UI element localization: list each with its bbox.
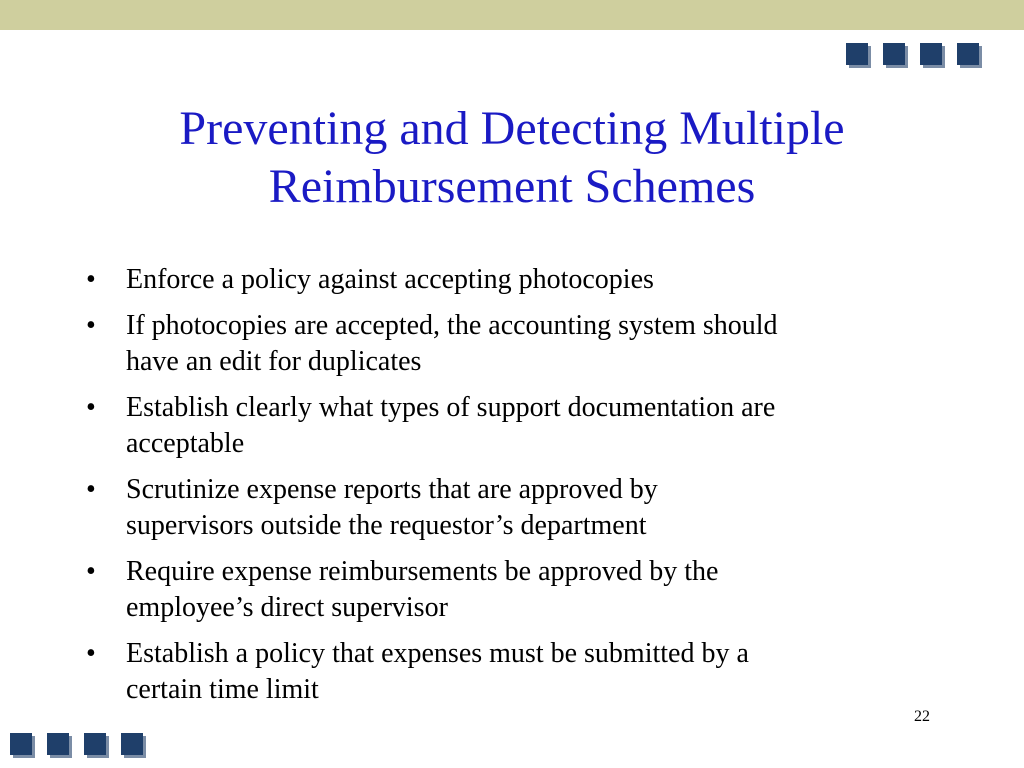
bullet-item — [80, 472, 940, 544]
bullet-text-line: Establish clearly what types of support documentation are — [126, 392, 776, 423]
bullet-item — [80, 308, 940, 380]
bullet-dot: • — [86, 310, 96, 341]
bottom-left-square-decor — [10, 733, 143, 755]
bullet-item — [80, 554, 940, 626]
decor-square — [920, 43, 942, 65]
decor-square — [121, 733, 143, 755]
decor-square — [883, 43, 905, 65]
bullet-text-line: Establish a policy that expenses must be submitted by a — [126, 638, 749, 669]
decor-square — [957, 43, 979, 65]
top-decor-bar — [0, 0, 1024, 30]
decor-square — [47, 733, 69, 755]
bullet-text-line: Scrutinize expense reports that are approved by — [126, 474, 658, 505]
bullet-text-line: acceptable — [126, 428, 245, 459]
bullet-text-line: have an edit for duplicates — [126, 346, 422, 377]
bullet-item — [80, 636, 940, 708]
bullet-dot: • — [86, 556, 96, 587]
bullet-text-line: supervisors outside the requestor’s department — [126, 510, 647, 541]
bullet-dot: • — [86, 264, 96, 295]
decor-square — [10, 733, 32, 755]
slide-title-line-2: Reimbursement Schemes — [268, 160, 756, 213]
bullet-text-line: Enforce a policy against accepting photocopies — [126, 264, 654, 295]
bullet-item — [80, 390, 940, 462]
bullet-text-line: certain time limit — [126, 674, 319, 705]
bullet-text-line: employee’s direct supervisor — [126, 592, 448, 623]
bullet-list — [80, 262, 940, 718]
bullet-text-line: Require expense reimbursements be approved by the — [126, 556, 719, 587]
slide-title — [60, 100, 964, 216]
slide-title-line-1: Preventing and Detecting Multiple — [179, 102, 845, 155]
page-number: 22 — [914, 708, 930, 725]
decor-square — [846, 43, 868, 65]
bullet-dot: • — [86, 474, 96, 505]
bullet-dot: • — [86, 392, 96, 423]
bullet-text-line: If photocopies are accepted, the accounting system should — [126, 310, 778, 341]
decor-square — [84, 733, 106, 755]
top-right-square-decor — [846, 43, 979, 65]
bullet-item — [80, 262, 940, 298]
bullet-dot: • — [86, 638, 96, 669]
